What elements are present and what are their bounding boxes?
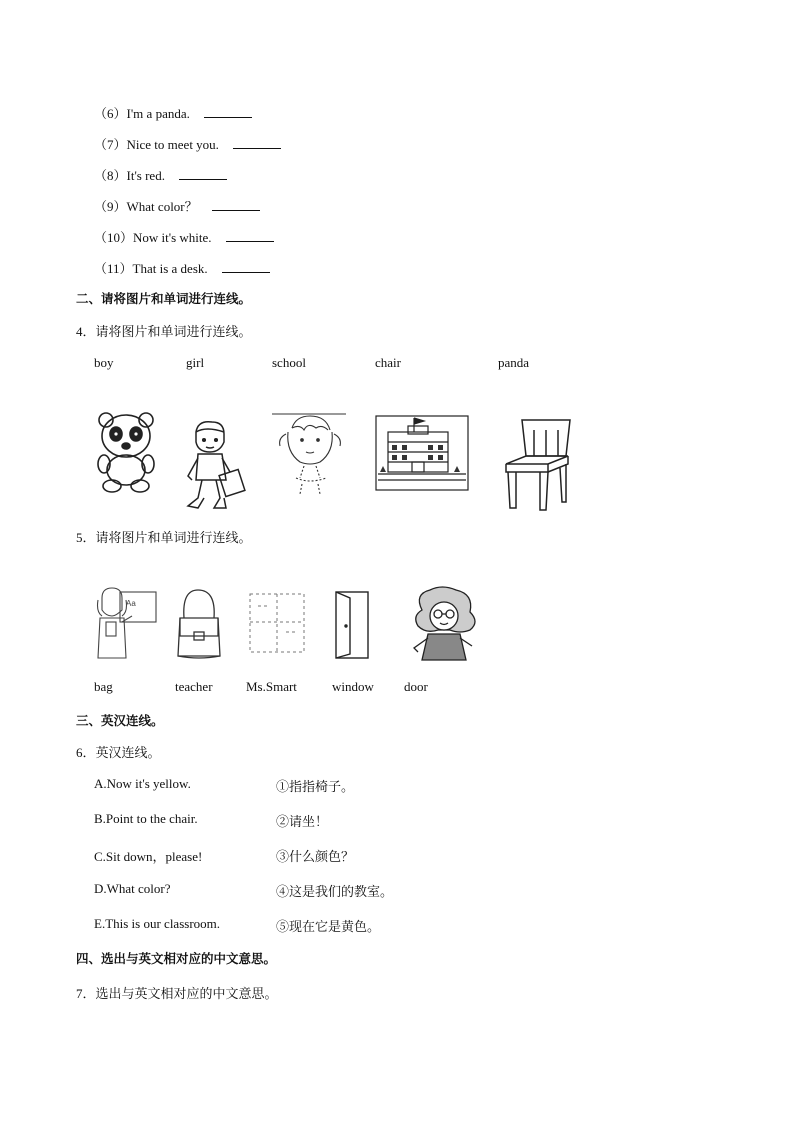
word-ms-smart[interactable]: Ms.Smart (246, 679, 297, 694)
section-4-title: 四、选出与英文相对应的中文意思。 (76, 952, 277, 966)
ms-smart-picture[interactable] (408, 586, 482, 662)
boy-picture[interactable] (184, 418, 248, 510)
fill-item-11: （11）That is a desk. (94, 258, 270, 277)
word-chair[interactable]: chair (375, 355, 401, 370)
word-window[interactable]: window (332, 679, 374, 694)
chinese-option-3[interactable]: ③什么颜色？ (276, 849, 355, 864)
door-picture[interactable] (332, 590, 372, 660)
chinese-option-5[interactable]: ⑤现在它是黄色。 (276, 919, 381, 934)
window-picture[interactable] (248, 592, 306, 654)
section-3-title: 三、英汉连线。 (76, 714, 164, 728)
fill-item-6: （6）I'm a panda. (94, 103, 252, 122)
school-picture[interactable] (374, 414, 470, 492)
word-bag[interactable]: bag (94, 679, 113, 694)
english-option-d[interactable]: D.What color? (94, 881, 171, 896)
section-2-title: 二、请将图片和单词进行连线。 (76, 292, 252, 306)
word-girl[interactable]: girl (186, 355, 205, 370)
fill-item-9: （9）What color？ (94, 196, 260, 215)
panda-picture[interactable] (94, 410, 158, 494)
fill-item-10: （10）Now it's white. (94, 227, 274, 246)
teacher-picture[interactable] (92, 586, 158, 660)
english-option-a[interactable]: A.Now it's yellow. (94, 776, 191, 791)
answer-blank[interactable] (222, 271, 270, 273)
chinese-option-1[interactable]: ①指指椅子。 (276, 779, 355, 794)
chinese-option-2[interactable]: ②请坐！ (276, 814, 329, 829)
chinese-option-4[interactable]: ④这是我们的教室。 (276, 884, 394, 899)
answer-blank[interactable] (179, 178, 227, 180)
word-boy[interactable]: boy (94, 355, 114, 370)
answer-blank[interactable] (212, 209, 260, 211)
answer-blank[interactable] (233, 147, 281, 149)
fill-item-7: （7）Nice to meet you. (94, 134, 281, 153)
word-panda[interactable]: panda (498, 355, 530, 370)
chair-picture[interactable] (500, 416, 576, 512)
bag-picture[interactable] (174, 588, 224, 660)
question-4-prompt: 4．请将图片和单词进行连线。 (76, 324, 252, 339)
english-option-b[interactable]: B.Point to the chair. (94, 811, 198, 826)
answer-blank[interactable] (204, 116, 252, 118)
english-option-c[interactable]: C.Sit down，please! (94, 849, 203, 864)
english-option-e[interactable]: E.This is our classroom. (94, 916, 221, 931)
question-5-prompt: 5．请将图片和单词进行连线。 (76, 530, 252, 545)
question-7-prompt: 7．选出与英文相对应的中文意思。 (76, 986, 278, 1001)
answer-blank[interactable] (226, 240, 274, 242)
word-door[interactable]: door (404, 679, 428, 694)
girl-picture[interactable] (270, 412, 350, 496)
word-teacher[interactable]: teacher (175, 679, 213, 694)
question-6-prompt: 6．英汉连线。 (76, 745, 161, 760)
word-school[interactable]: school (272, 355, 306, 370)
svg-text:Aa: Aa (126, 599, 136, 608)
fill-item-8: （8）It's red. (94, 165, 227, 184)
